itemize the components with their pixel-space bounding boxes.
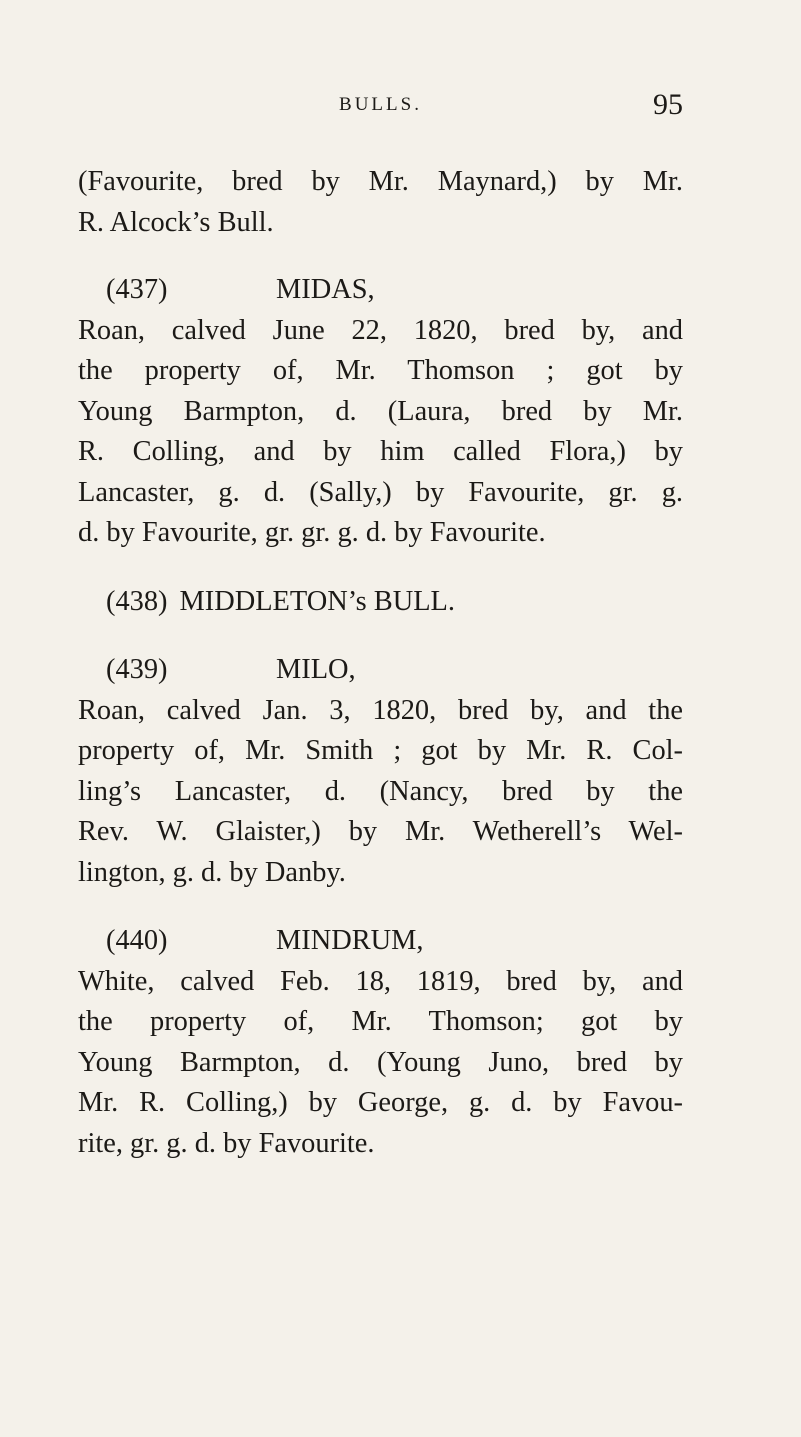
page-number: 95 (653, 88, 683, 121)
text-line: lington, g. d. by Danby. (78, 856, 346, 888)
text-line: ling’s Lancaster, d. (Nancy, bred by the (78, 775, 683, 807)
entry-name: MILO, (276, 654, 356, 685)
text-line: Mr. R. Colling,) by George, g. d. by Favou- (78, 1087, 683, 1118)
continuation-paragraph (78, 162, 683, 243)
entry-heading (78, 650, 683, 691)
entry-name: MINDRUM, (276, 925, 424, 956)
running-head (78, 88, 683, 124)
text-line: the property of, Mr. Thomson ; got by (78, 355, 683, 386)
entry-heading (78, 582, 683, 623)
text-line: the property of, Mr. Thomson; got by (78, 1006, 683, 1037)
text-line: R. Alcock’s Bull. (78, 206, 274, 238)
entry-number: (438) (106, 585, 168, 617)
text-line: Roan, calved June 22, 1820, bred by, and (78, 314, 683, 346)
running-title: BULLS. (339, 94, 422, 115)
text-line: d. by Favourite, gr. gr. g. d. by Favourite. (78, 517, 546, 548)
entry-number: (440) (106, 925, 168, 956)
entry-description (78, 962, 683, 1165)
text-line: Young Barmpton, d. (Young Juno, bred by (78, 1046, 683, 1078)
text-line: R. Colling, and by him called Flora,) by (78, 436, 683, 467)
entry-heading (78, 921, 683, 962)
entry-description (78, 311, 683, 554)
entry-name: MIDAS, (276, 274, 375, 305)
text-line: (Favourite, bred by Mr. Maynard,) by Mr. (78, 166, 683, 197)
entry-number: (437) (106, 274, 168, 305)
text-line: Rev. W. Glaister,) by Mr. Wetherell’s Wel- (78, 816, 683, 847)
text-line: property of, Mr. Smith ; got by Mr. R. Col- (78, 735, 683, 766)
entry-heading (78, 270, 683, 311)
text-line: White, calved Feb. 18, 1819, bred by, and (78, 965, 683, 997)
text-line: Roan, calved Jan. 3, 1820, bred by, and the (78, 694, 683, 726)
body-text (78, 162, 683, 1164)
text-line: Lancaster, g. d. (Sally,) by Favourite, gr. g. (78, 476, 683, 508)
entry-number: (439) (106, 654, 168, 685)
entry-description (78, 691, 683, 894)
text-line: rite, gr. g. d. by Favourite. (78, 1127, 375, 1159)
text-line: Young Barmpton, d. (Laura, bred by Mr. (78, 395, 683, 427)
entry-name: MIDDLETON’s BULL. (179, 585, 455, 617)
